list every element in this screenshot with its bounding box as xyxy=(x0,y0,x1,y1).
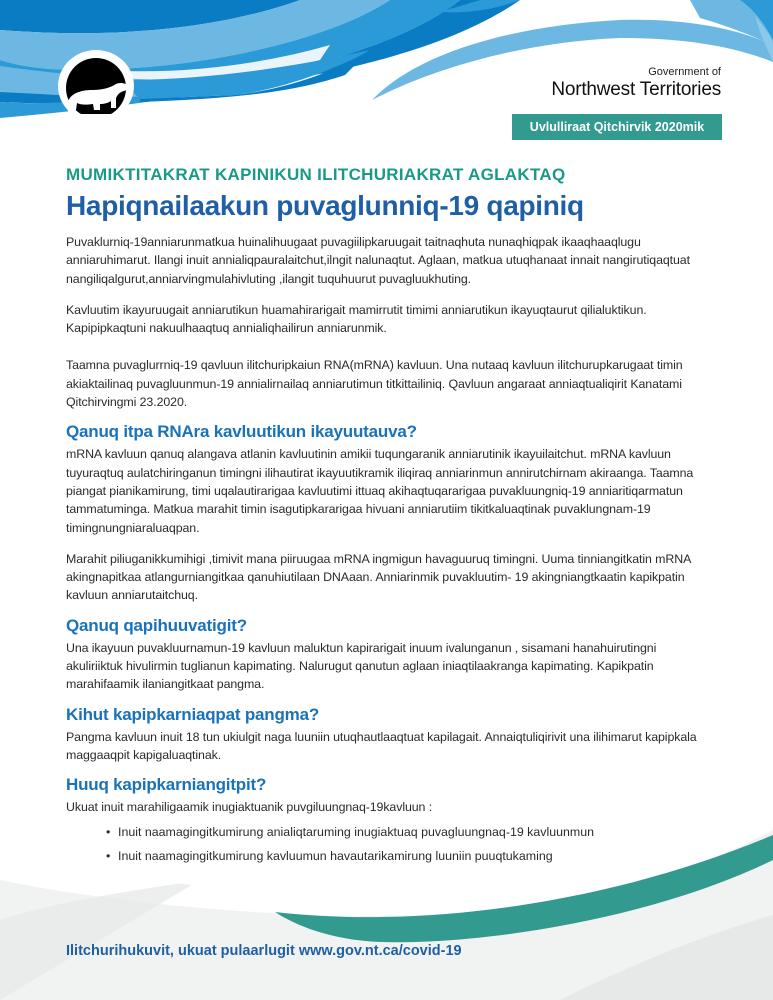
intro-paragraph: Puvaklurniq-19anniarunmatkua huinalihuugaat puvagiilipkaruugait taitnaqhuta nunaqhiqpak ikaaqhaaqlugu anniaruhimarut. Ilangi inuit annialiqpauralaitchut,ilngit nalunaqtut. Aglaan, matkua utuqhanaat innait nangirutiqaqtuat nangiliqalgurut,anniarvingmulahivluting ,ilangit tuquhuurut puvagluukhuting. xyxy=(66,235,690,286)
bullet-text: Inuit naamagingitkumirung kavluumun havautarikamirung luuniin puuqtukaming xyxy=(118,848,553,863)
section-heading: Qanuq qapihuuvatigit? xyxy=(66,615,247,635)
section-who-not xyxy=(66,774,706,864)
bullet-icon: • xyxy=(106,824,111,839)
section-paragraph: Una ikayuun puvakluurnamun-19 kavluun maluktun kapirarigait inuum ivalunganun , sisamani hanahuirutingni akuliriiktuk hivulirmin tuglianun kapimating. Nalurugut qanutun aglaan iniaqtilaakranga kapimating. Kapikpatin marahifaamik ilaniangitkaat pangma. xyxy=(66,640,657,692)
bullet-list xyxy=(66,823,706,865)
bullet-item xyxy=(106,823,706,841)
territory-name: Northwest Territories xyxy=(551,79,721,100)
section-who-now xyxy=(66,704,706,765)
section-paragraph: mRNA kavluun qanuq alangava atlanin kavluutinin amikii tuqungaranik anniarutinik ikayuilaitchut. mRNA kavluun tuyuraqtuq aulatchiringanun timingni ilihautirat ikayuutikramik iliqiraq anniarinmun annirutchirnam akiraanga. Taamna piangat pianikamirung, timi uqalautirarigaa kavluutimi ittuaq akihaqtuqararigaa puvakluungniq-19 anniaritiqarmatun tammatuminga. Matkua marahit timin isagutipkararigaa hivuani anniarutiim tikitkaluaqtinak puvaklungnam-19 timingnungniaraluaqpan. xyxy=(66,447,694,535)
section-paragraph: Pangma kavluun inuit 18 tun ukiulgit naga luuniin utuqhautlaaqtuat kapilagait. Annaiqtuliqirivit una ilihimarut kapipkala maggaaqpit kapigaluaqtinak. xyxy=(66,729,697,762)
section-rna xyxy=(66,421,706,604)
footer-info-link[interactable]: Ilitchurihukuvit, ukuat pulaarlugit www.gov.nt.ca/covid-19 xyxy=(66,943,462,959)
section-how-given xyxy=(66,615,706,694)
intro-paragraph: Kavluutim ikayuruugait anniarutikun huamahirarigait mamirrutit timimi anniarutikun ikayuqtaurut qilialuktikun. Kapipipkaqtuni nakuulhaaqtuq annialiqhailirun anniarunmik. xyxy=(66,302,647,336)
page-title: Hapiqnailaakun puvaglunniq-19 qapiniq xyxy=(66,190,584,221)
government-of-label: Government of xyxy=(648,66,721,78)
section-heading: Kihut kapipkarniaqpat pangma? xyxy=(66,704,320,724)
section-heading: Qanuq itpa RNAra kavluutikun ikayuutauva? xyxy=(66,422,417,442)
bullet-item xyxy=(106,847,706,865)
date-badge: Uvlulliraat Qitchirvik 2020mik xyxy=(512,114,722,140)
gnwt-logo xyxy=(50,48,136,118)
government-wordmark xyxy=(551,66,721,101)
document-kicker: MUMIKTITAKRAT KAPINIKUN ILITCHURIAKRAT AGLAKTAQ xyxy=(66,165,566,184)
section-paragraph: Ukuat inuit marahiligaamik inugiaktuanik puvgiluungnaq-19kavluun : xyxy=(66,800,433,815)
section-paragraph: Marahit piliuganikkumihigi ,timivit mana piiruugaa mRNA ingmigun havaguuruq timingni. Uuma tinniangitkatin mRNA akingnapitkaa atlangurniangitkaa qanuhiutilaan DNAaan. Anniarinmik puvakluutim- 19 akingniangtkaatin kapikpatin kavluun anniarutaitchuq. xyxy=(66,551,691,603)
intro-paragraph: Taamna puvaglurrniq-19 qavluun ilitchuripkaiun RNA(mRNA) kavluun. Una nutaaq kavluun ilitchurupkarugaat timin akiaktailinaq puvagluunmun-19 annialirnailaq anniarutimun titkittailiniq. Qavluun angaraat anniaqtualiqirit Kanatami Qitchirvingmi 23.2020. xyxy=(66,358,683,410)
bullet-text: Inuit naamagingitkumirung anialiqtaruming inugiaktuaq puvagluungnaq-19 kavluunmun xyxy=(118,824,594,839)
section-heading: Huuq kapipkarniangitpit? xyxy=(66,775,267,795)
polar-bear-icon xyxy=(50,48,136,118)
bullet-icon: • xyxy=(106,848,111,863)
document-body xyxy=(66,233,706,865)
